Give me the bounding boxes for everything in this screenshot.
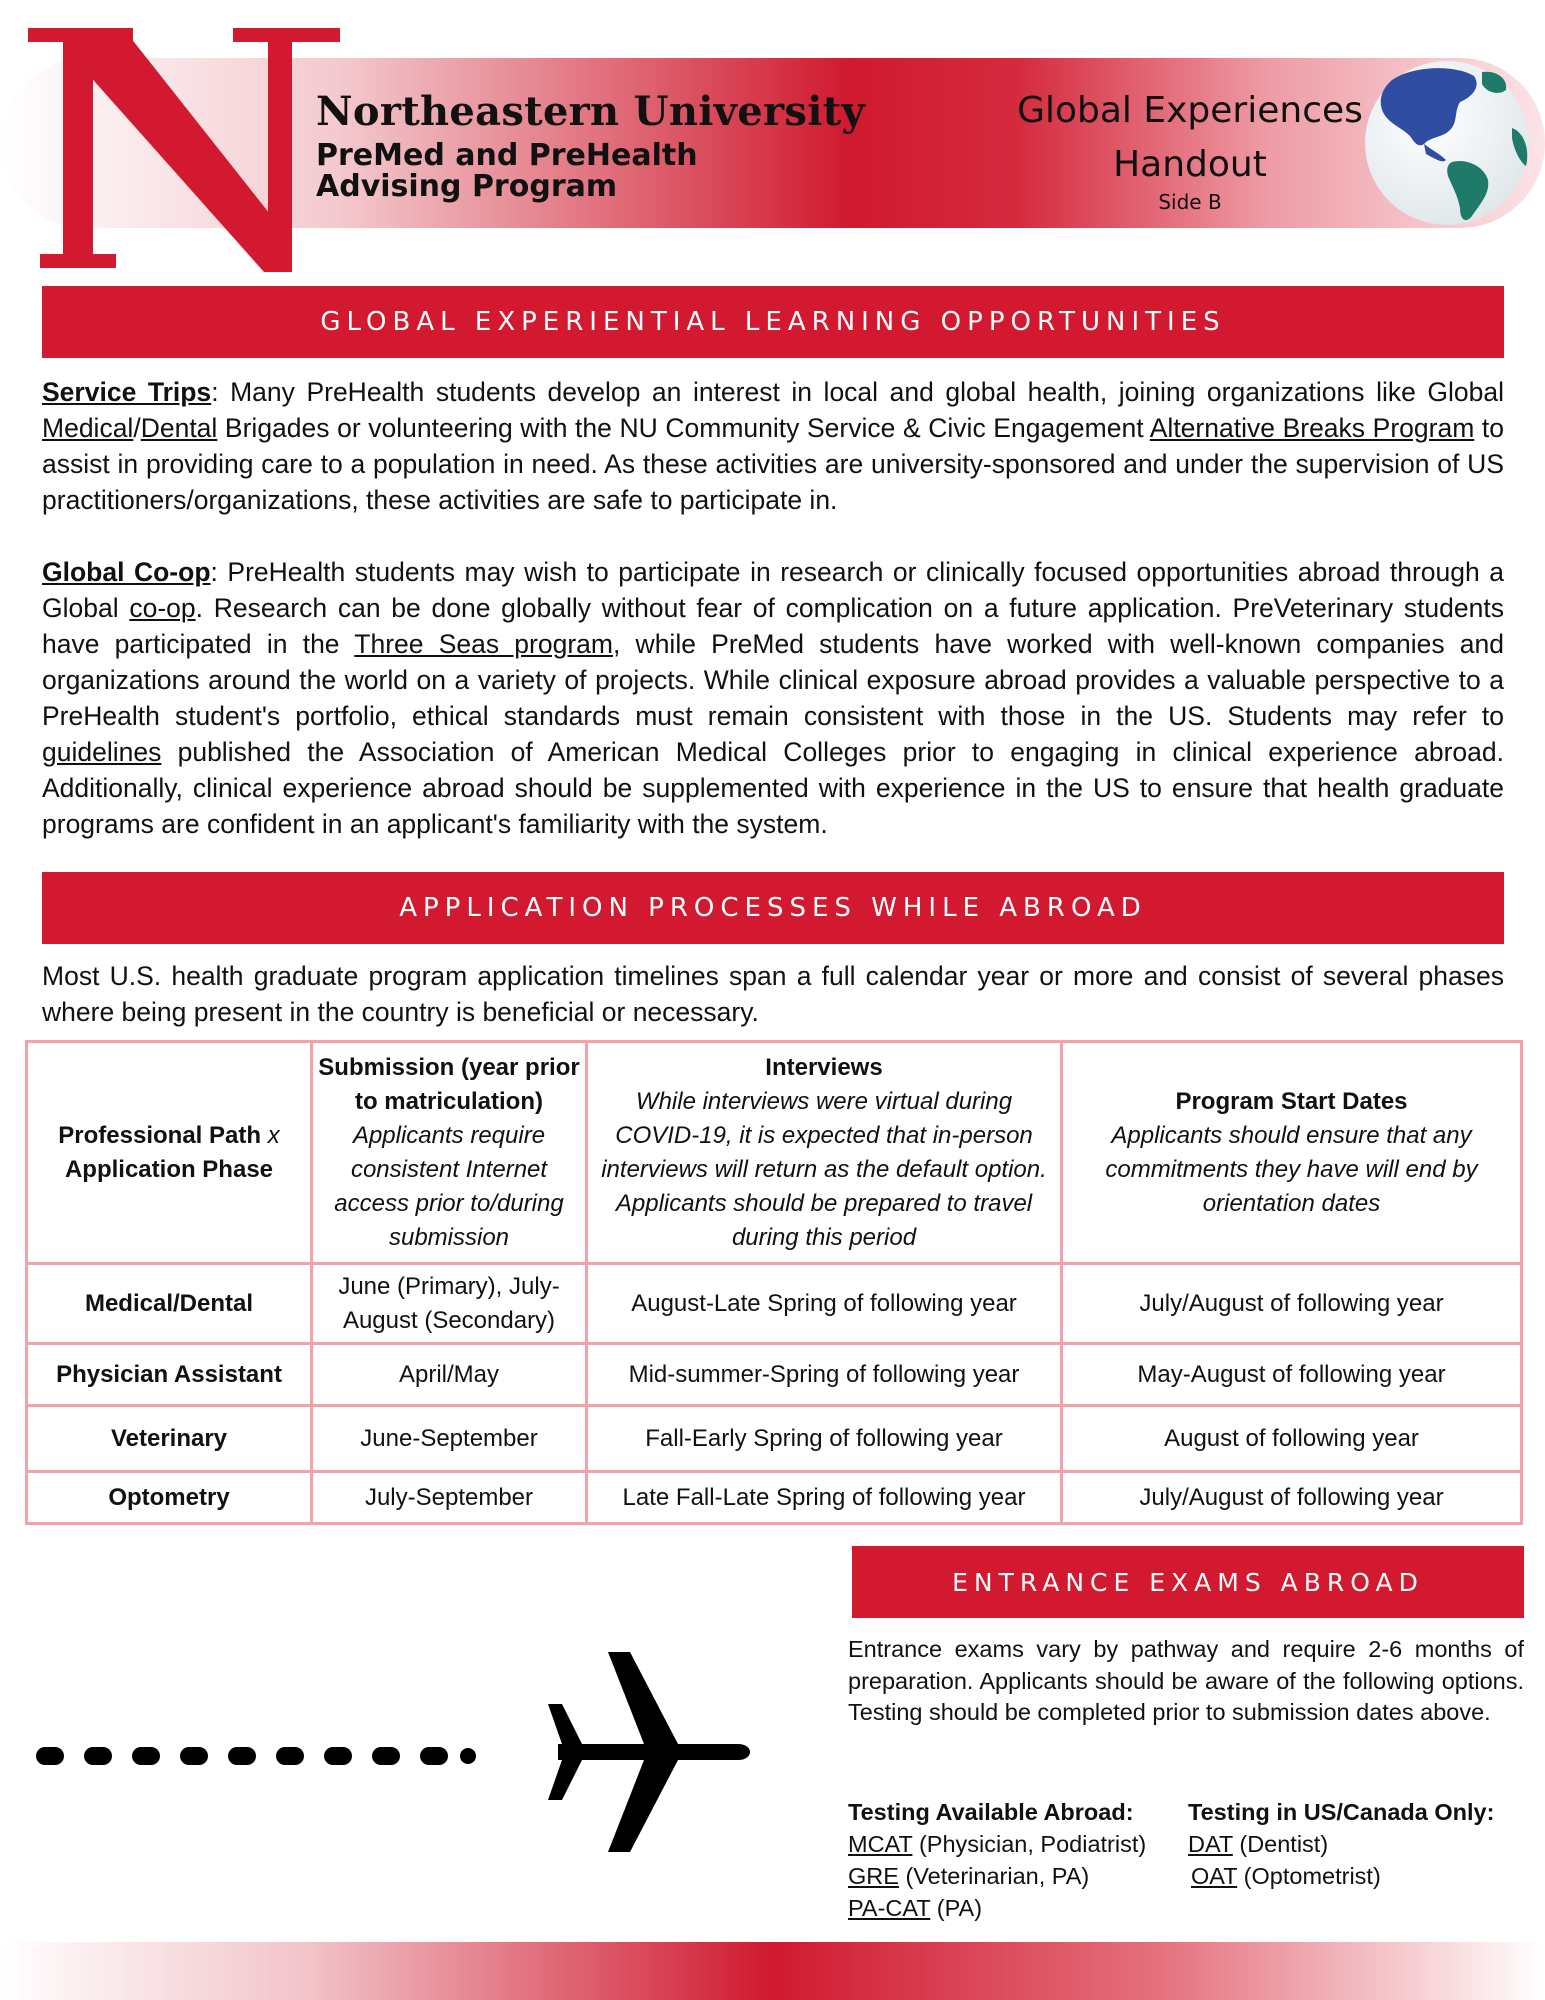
- submission-cell: April/May: [312, 1344, 587, 1406]
- dotted-path-icon: [36, 1744, 476, 1768]
- dat-detail: (Dentist): [1232, 1831, 1329, 1857]
- section-title-global-learning: GLOBAL EXPERIENTIAL LEARNING OPPORTUNITIES: [42, 286, 1504, 358]
- start-dates-note: Applicants should ensure that any commitments they have will end by orientation dates: [1105, 1121, 1478, 1217]
- pa-cat-link[interactable]: PA-CAT: [848, 1895, 931, 1921]
- list-item: [848, 1892, 1146, 1924]
- three-seas-link[interactable]: Three Seas program: [354, 629, 613, 659]
- handout-title: [970, 84, 1410, 192]
- testing-us-list: [1188, 1796, 1494, 1892]
- corner-italic-text: x: [261, 1121, 280, 1149]
- section-title-application: APPLICATION PROCESSES WHILE ABROAD: [42, 872, 1504, 944]
- interviews-title: Interviews: [765, 1053, 883, 1081]
- list-item: [1188, 1860, 1494, 1892]
- start-dates-title: Program Start Dates: [1175, 1087, 1408, 1115]
- header-start-dates: [1062, 1042, 1522, 1264]
- gre-link[interactable]: GRE: [848, 1863, 899, 1889]
- service-trips-text-3: to assist in providing care to a population in need. As these activities are university-sponsored and under the supervision of US practitioners/organizations, these activities are safe to participate in.: [42, 413, 1504, 515]
- gre-detail: (Veterinarian, PA): [898, 1863, 1090, 1889]
- global-coop-text-1: : PreHealth students may wish to participate in research or clinically focused opportunities abroad through a Global: [42, 557, 1504, 623]
- interviews-cell: Mid-summer-Spring of following year: [587, 1344, 1062, 1406]
- pa-cat-detail: (PA): [930, 1895, 983, 1921]
- service-trips-paragraph: [42, 374, 1504, 518]
- globe-icon: [1362, 58, 1532, 228]
- submission-note: Applicants require consistent Internet access prior to/during submission: [334, 1121, 564, 1251]
- submission-title: Submission (year prior to matriculation): [318, 1053, 580, 1115]
- testing-abroad-heading: Testing Available Abroad:: [848, 1799, 1134, 1825]
- service-trips-text-1: : Many PreHealth students develop an interest in local and global health, joining organizations like Global: [211, 377, 1504, 407]
- program-name-line2: Advising Program: [316, 169, 618, 204]
- interviews-cell: Late Fall-Late Spring of following year: [587, 1472, 1062, 1524]
- table-row: [27, 1344, 1522, 1406]
- oat-detail: (Optometrist): [1237, 1863, 1381, 1889]
- coop-link[interactable]: co-op: [129, 593, 196, 623]
- header-submission: [312, 1042, 587, 1264]
- oat-link[interactable]: OAT: [1191, 1863, 1238, 1889]
- global-coop-heading: Global Co-op: [42, 557, 211, 587]
- start-cell: May-August of following year: [1062, 1344, 1522, 1406]
- service-trips-text-2: Brigades or volunteering with the NU Community Service & Civic Engagement: [217, 413, 1150, 443]
- medical-brigades-link[interactable]: Medical: [42, 413, 134, 443]
- global-coop-paragraph: [42, 554, 1504, 842]
- path-cell: Medical/Dental: [27, 1264, 312, 1344]
- handout-title-line2: Handout: [1113, 144, 1267, 185]
- corner-bold-text: Professional Path: [58, 1121, 262, 1149]
- submission-cell: June-September: [312, 1406, 587, 1472]
- handout-side: Side B: [1158, 190, 1222, 214]
- application-phase-table: [25, 1040, 1523, 1525]
- global-coop-text-2: . Research can be done globally without fear of complication on a future application. PreVeterinary students have participated in the: [42, 593, 1504, 659]
- slash-text: /: [133, 413, 141, 443]
- submission-cell: July-September: [312, 1472, 587, 1524]
- n-logo-icon: [28, 28, 340, 272]
- application-intro: Most U.S. health graduate program application timelines span a full calendar year or more and consist of several phases where being present in the country is beneficial or necessary.: [42, 961, 1504, 1027]
- alternative-breaks-link[interactable]: Alternative Breaks Program: [1149, 413, 1475, 443]
- mcat-link[interactable]: MCAT: [848, 1831, 913, 1857]
- interviews-note: While interviews were virtual during COVID-19, it is expected that in-person interviews will return as the default option. Applicants should be prepared to travel during this period: [601, 1087, 1047, 1251]
- list-item: [1188, 1828, 1494, 1860]
- testing-us-heading: Testing in US/Canada Only:: [1188, 1799, 1495, 1825]
- table-corner-cell: [27, 1042, 312, 1264]
- path-cell: Physician Assistant: [27, 1344, 312, 1406]
- interviews-cell: Fall-Early Spring of following year: [587, 1406, 1062, 1472]
- mcat-detail: (Physician, Podiatrist): [912, 1831, 1147, 1857]
- guidelines-link[interactable]: guidelines: [42, 737, 162, 767]
- university-name: Northeastern University: [316, 88, 866, 135]
- path-cell: Veterinary: [27, 1406, 312, 1472]
- start-cell: July/August of following year: [1062, 1264, 1522, 1344]
- submission-cell: June (Primary), July-August (Secondary): [312, 1264, 587, 1344]
- table-header-row: [27, 1042, 1522, 1264]
- list-item: [848, 1828, 1146, 1860]
- table-row: [27, 1472, 1522, 1524]
- interviews-cell: August-Late Spring of following year: [587, 1264, 1062, 1344]
- dental-brigades-link[interactable]: Dental: [140, 413, 218, 443]
- footer-banner: [0, 1942, 1545, 2000]
- table-row: [27, 1406, 1522, 1472]
- dat-link[interactable]: DAT: [1188, 1831, 1233, 1857]
- airplane-icon: [548, 1652, 758, 1852]
- program-name-line1: PreMed and PreHealth: [316, 138, 698, 173]
- table-row: [27, 1264, 1522, 1344]
- path-cell: Optometry: [27, 1472, 312, 1524]
- global-coop-text-4: published the Association of American Medical Colleges prior to engaging in clinical experience abroad. Additionally, clinical experience abroad should be supplemented with experience in the US to ensure that health graduate programs are confident in an applicant's familiarity with the system.: [42, 737, 1504, 839]
- handout-title-line1: Global Experiences: [1017, 90, 1363, 131]
- header-interviews: [587, 1042, 1062, 1264]
- corner-line2-text: Application Phase: [64, 1155, 274, 1183]
- list-item: [848, 1860, 1146, 1892]
- section-title-exams: ENTRANCE EXAMS ABROAD: [852, 1546, 1524, 1618]
- global-coop-text-3: , while PreMed students have worked with well-known companies and organizations around the world on a variety of projects. While clinical exposure abroad provides a valuable perspective to a PreHealth student's portfolio, ethical standards must remain consistent with those in the US. Students may refer to: [42, 629, 1504, 731]
- exams-intro: Entrance exams vary by pathway and require 2-6 months of preparation. Applicants should be aware of the following options. Testing should be completed prior to submission dates above.: [848, 1636, 1524, 1725]
- service-trips-heading: Service Trips: [42, 377, 212, 407]
- start-cell: July/August of following year: [1062, 1472, 1522, 1524]
- program-name: [316, 140, 698, 202]
- start-cell: August of following year: [1062, 1406, 1522, 1472]
- testing-abroad-list: [848, 1796, 1146, 1924]
